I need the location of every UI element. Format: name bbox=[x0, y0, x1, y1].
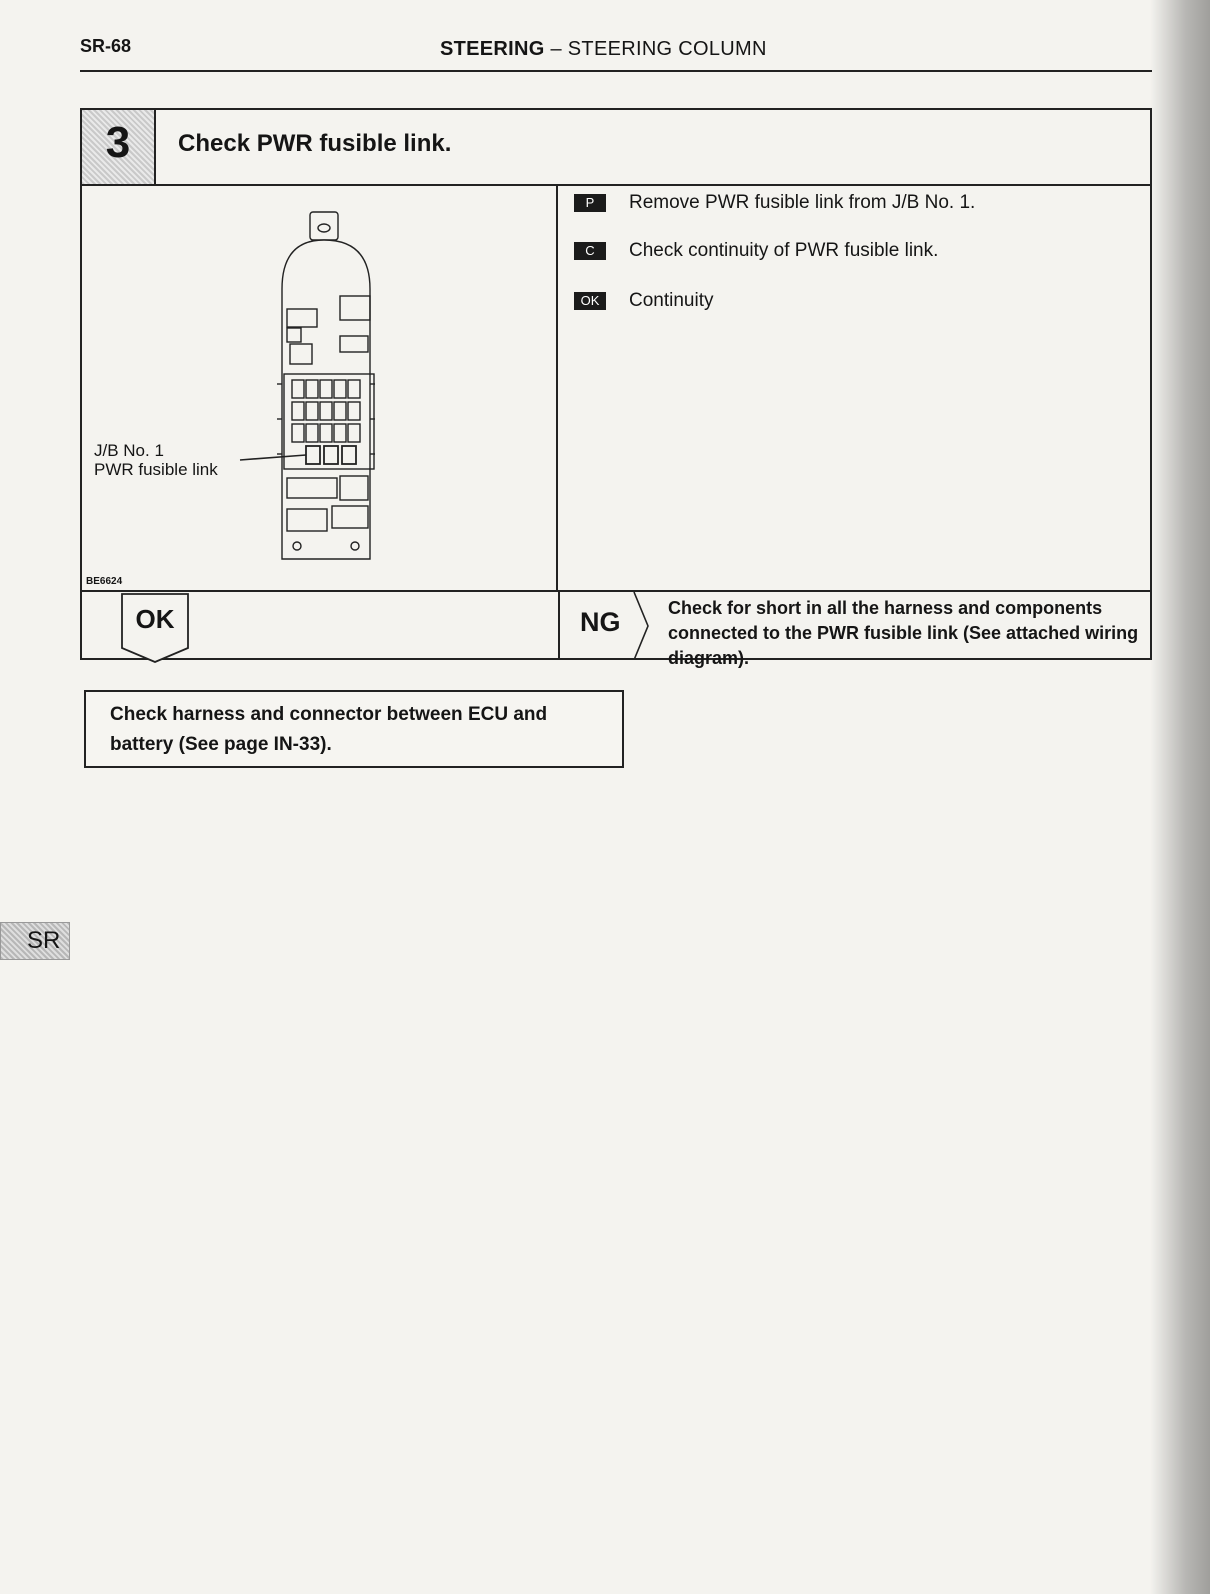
step-header bbox=[82, 110, 1150, 186]
page-title bbox=[440, 38, 767, 61]
section-tab bbox=[0, 922, 70, 960]
section-tab-label: SR bbox=[27, 927, 61, 954]
result-row bbox=[82, 590, 1150, 668]
ok-action-box: Check harness and connector between ECU and battery (See page IN-33). bbox=[84, 690, 624, 768]
ng-label: NG bbox=[580, 607, 621, 637]
page-number: SR-68 bbox=[80, 36, 132, 56]
instruction-text: Check continuity of PWR fusible link. bbox=[629, 240, 939, 261]
ng-result bbox=[558, 592, 1150, 668]
callout-line-2: PWR fusible link bbox=[94, 460, 218, 479]
binding-shadow bbox=[1150, 0, 1210, 1594]
ok-badge bbox=[120, 592, 190, 664]
step-title: Check PWR fusible link. bbox=[178, 130, 452, 157]
junction-block-diagram bbox=[82, 184, 558, 590]
ok-label: OK bbox=[135, 604, 175, 634]
instruction-text: Continuity bbox=[629, 290, 714, 311]
step-box bbox=[80, 108, 1152, 668]
section-name: STEERING bbox=[440, 38, 545, 60]
ng-action-text: Check for short in all the harness and components connected to the PWR fusible link (See attached wiring diagram). bbox=[668, 598, 1139, 668]
chevron-right-icon bbox=[632, 592, 652, 660]
check-icon: C bbox=[574, 242, 606, 260]
prepare-icon: P bbox=[574, 194, 606, 212]
instructions-cell bbox=[558, 184, 1150, 590]
ok-icon: OK bbox=[574, 292, 606, 310]
step-number-box bbox=[82, 110, 156, 184]
instruction-text: Remove PWR fusible link from J/B No. 1. bbox=[629, 192, 976, 213]
title-separator: – bbox=[544, 38, 568, 60]
figure-cell bbox=[82, 184, 558, 590]
step-number: 3 bbox=[105, 118, 131, 167]
callout-line-1: J/B No. 1 bbox=[94, 441, 164, 460]
figure-callout bbox=[94, 441, 218, 479]
figure-code: BE6624 bbox=[86, 576, 123, 587]
page-header bbox=[80, 34, 1152, 72]
subsection-name: STEERING COLUMN bbox=[567, 38, 767, 60]
